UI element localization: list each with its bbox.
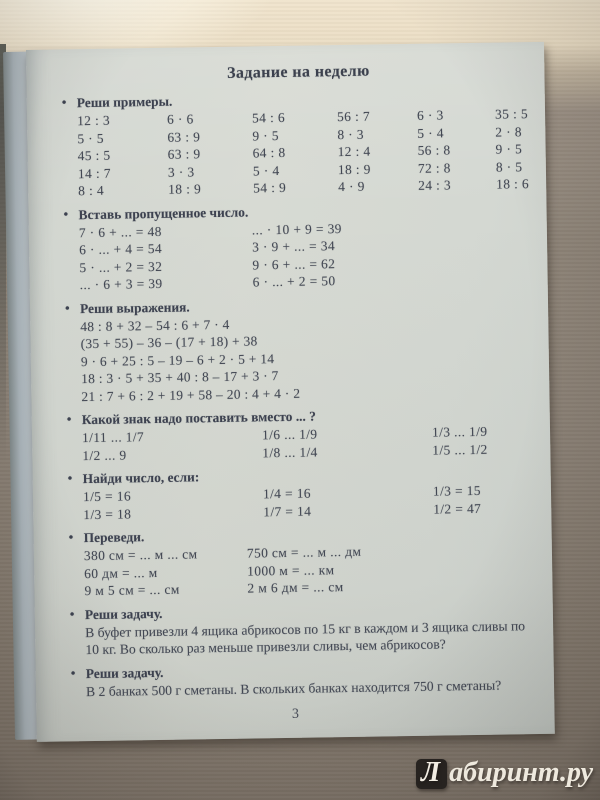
section-missing-number [63,199,523,294]
section-header-label: Найди число, если: [82,469,200,487]
math-equation: 9 · 6 + ... = 62 [252,255,336,272]
bullet-icon: • [67,470,73,486]
unit-conversion: 9 м 5 см = ... см [84,581,180,599]
fraction-comparison: 1/3 ... 1/9 [431,423,488,440]
fraction-comparison: 1/5 ... 1/2 [432,441,488,458]
unit-conversion: 750 см = ... м ... дм [246,543,362,561]
fraction-equation: 1/5 = 16 [82,488,132,505]
missing-number-grid [79,217,524,294]
bullet-icon: • [63,205,69,221]
section-solve-expressions [64,293,526,405]
math-problem: 5 · 4 [252,162,280,178]
math-expression: 21 : 7 + 6 : 2 + 19 + 58 – 20 : 4 + 4 · 2 [81,385,301,404]
math-problem: 3 · 3 [167,163,195,180]
labirint-watermark-text: абиринт.ру [449,757,593,788]
examples-grid [76,105,530,199]
section-solve-examples [61,87,530,199]
bullet-icon: • [68,529,74,545]
page-number: 3 [291,706,300,722]
math-problem: 72 : 8 [417,159,451,176]
fraction-equation: 1/2 = 47 [433,500,482,517]
math-problem: 8 · 3 [337,126,365,142]
fraction-comparison: 1/11 ... 1/7 [81,429,145,446]
math-expression: 18 : 3 · 5 + 35 + 40 : 8 – 17 + 3 · 7 [81,368,279,387]
math-problem: 64 : 8 [252,144,286,161]
task-text: В 2 банках 500 г сметаны. В скольких банках находится 750 г сметаны? [85,677,502,699]
bullet-icon: • [61,94,67,110]
labirint-logo-icon: Л [416,759,447,789]
math-equation: 6 · ... + 4 = 54 [79,240,163,258]
math-problem: 63 : 9 [167,146,201,162]
math-problem: 9 · 5 [252,127,280,143]
math-problem: 35 : 5 [494,106,529,122]
section-which-sign [66,404,527,464]
bullet-icon: • [69,605,75,621]
unit-conversion: 380 см = ... м ... см [83,546,198,564]
unit-conversion: 1000 м = ... км [247,561,335,579]
section-word-problem-1 [69,599,530,659]
math-problem: 56 : 8 [417,142,451,158]
section-convert-units [68,522,529,599]
section-header-label: Реши задачу. [84,605,163,622]
section-header-label: Реши примеры. [76,93,173,111]
section-header-label: Реши задачу. [85,664,164,681]
math-equation: 7 · 6 + ... = 48 [78,223,162,240]
fraction-equation: 1/7 = 14 [263,503,312,519]
section-header-label: Переведи. [83,529,145,546]
math-problem: 56 : 7 [336,108,371,125]
bullet-icon: • [70,664,76,680]
math-problem: 6 · 3 [416,107,444,123]
math-problem: 9 · 5 [495,141,523,157]
section-word-problem-2 [70,658,531,700]
fraction-equation: 1/4 = 16 [262,485,312,502]
math-problem: 45 : 5 [77,147,111,164]
math-problem: 6 · 6 [166,111,194,127]
fraction-equation: 1/3 = 18 [83,505,132,522]
math-problem: 63 : 9 [167,128,201,145]
math-problem: 8 · 5 [495,158,523,175]
convert-units-grid [84,540,529,599]
math-problem: 14 : 7 [77,165,111,181]
math-problem: 2 · 8 [495,123,523,140]
math-problem: 12 : 4 [337,143,371,160]
fraction-equation: 1/3 = 15 [432,482,482,499]
math-equation: 6 · ... + 2 = 50 [252,273,336,290]
math-problem: 18 : 9 [337,161,371,177]
math-expression: (35 + 55) – 36 – (17 + 18) + 38 [80,333,258,352]
bullet-icon: • [66,411,72,427]
compare-fractions-grid [82,422,526,464]
math-problem: 5 · 4 [417,124,445,141]
math-expression: 9 · 6 + 25 : 5 – 19 – 6 + 2 · 5 + 14 [80,350,275,369]
math-problem: 54 : 6 [251,109,286,126]
fraction-comparison: 1/6 ... 1/9 [261,426,318,443]
page-title: Задание на неделю [226,62,370,82]
math-problem: 18 : 9 [168,181,202,197]
math-equation: ... · 6 + 3 = 39 [79,275,163,293]
math-equation: 5 · ... + 2 = 32 [79,258,163,275]
task-text: В буфет привезли 4 ящика абрикосов по 15 кг в каждом и 3 ящика сливы по 10 кг. Во сколько раз меньше привезли сливы, чем абрикосов? [85,617,526,658]
workbook-page [26,42,555,742]
math-problem: 8 : 4 [78,182,105,199]
math-problem: 12 : 3 [76,112,111,129]
section-header-label: Какой знак надо поставить вместо ... ? [81,408,316,428]
section-find-number [67,463,528,523]
unit-conversion: 2 м 6 дм = ... см [247,579,344,596]
find-number-grid [83,481,527,523]
math-problem: 5 · 5 [77,130,105,146]
bullet-icon: • [64,299,70,315]
math-problem: 24 : 3 [418,177,452,193]
page-content [26,42,554,701]
math-expression: 48 : 8 + 32 – 54 : 6 + 7 · 4 [80,316,230,334]
fraction-comparison: 1/8 ... 1/4 [262,443,318,460]
math-equation: 3 · 9 + ... = 34 [252,238,336,255]
math-equation: ... · 10 + 9 = 39 [251,220,342,237]
labirint-watermark [416,757,593,789]
math-problem: 18 : 6 [496,176,530,192]
math-problem: 4 · 9 [338,178,365,195]
section-header-label: Вставь пропущенное число. [78,204,249,222]
fraction-comparison: 1/2 ... 9 [82,446,127,463]
math-problem: 54 : 9 [253,179,287,196]
section-header-label: Реши выражения. [79,298,190,316]
unit-conversion: 60 дм = ... м [84,564,158,581]
